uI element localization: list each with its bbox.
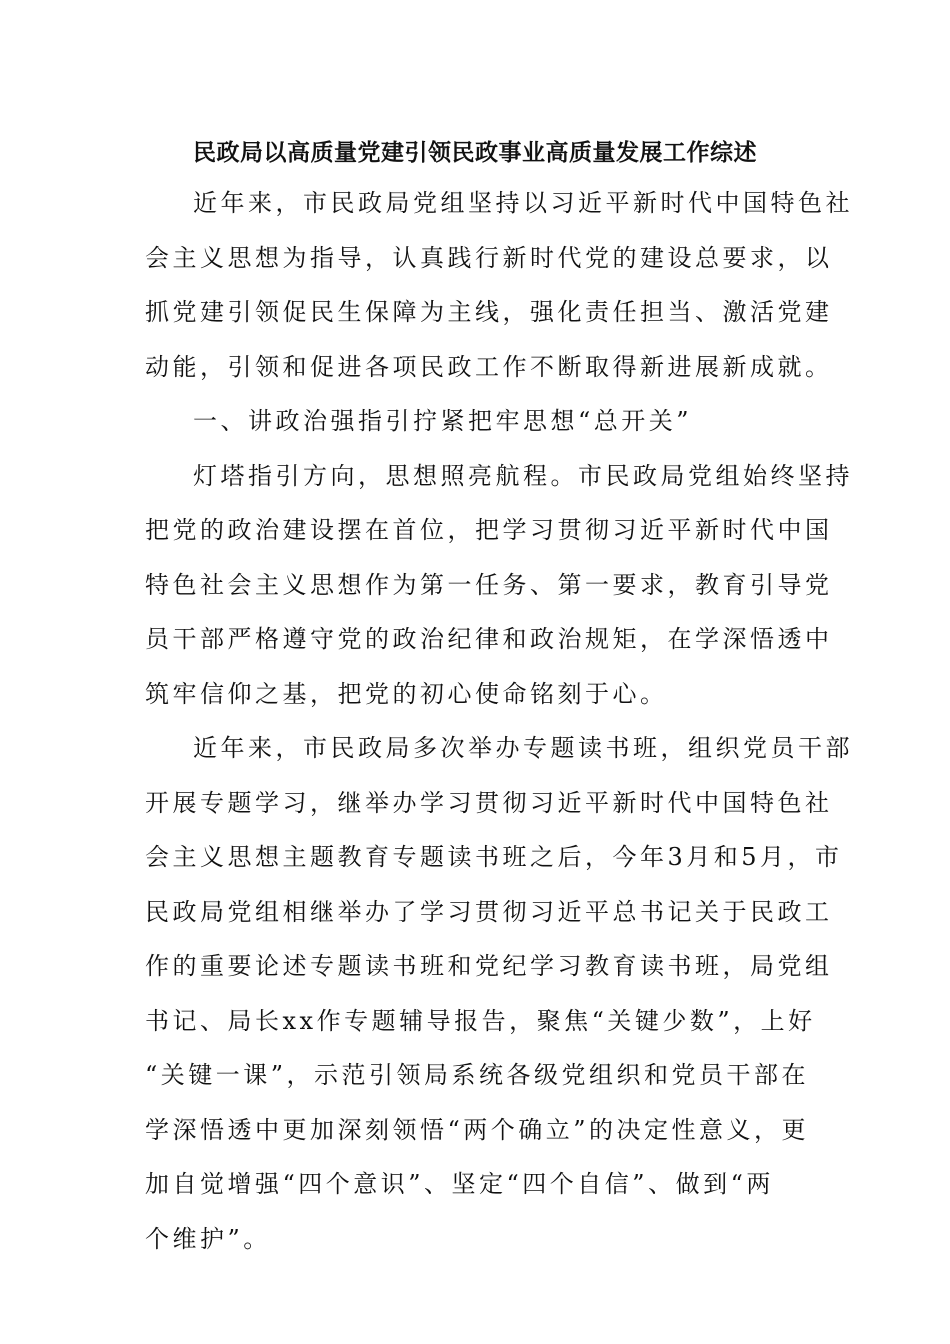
paragraph-line: “关键一课”，示范引领局系统各级党组织和党员干部在 [145,1061,810,1089]
paragraph-line: 会主义思想为指导，认真践行新时代党的建设总要求，以 [145,243,833,272]
paragraph-intro [145,176,853,394]
paragraph-line: 近年来，市民政局多次举办专题读书班，组织党员干部 [193,734,853,762]
paragraph-line: 作的重要论述专题读书班和党纪学习教育读书班，局党组 [145,952,833,980]
paragraph-line: 学深悟透中更加深刻领悟“两个确立”的决定性意义，更 [145,1115,810,1144]
paragraph-line: 会主义思想主题教育专题读书班之后，今年3月和5月，市 [145,843,843,871]
paragraph-line: 书记、局长xx作专题辅导报告，聚焦“关键少数”，上好 [145,1006,816,1035]
paragraph-line: 灯塔指引方向，思想照亮航程。市民政局党组始终坚持 [193,461,853,490]
document-page [145,130,853,1266]
paragraph-line: 特色社会主义思想作为第一任务、第一要求，教育引导党 [145,570,833,599]
paragraph-line: 近年来，市民政局党组坚持以习近平新时代中国特色社 [193,189,853,217]
paragraph-line: 抓党建引领促民生保障为主线，强化责任担当、激活党建 [145,298,833,326]
paragraph-section-1-b [145,721,853,1266]
paragraph-line: 动能，引领和促进各项民政工作不断取得新进展新成就。 [145,352,833,381]
section-heading: 一、讲政治强指引拧紧把牢思想“总开关” [193,407,693,435]
paragraph-line: 加自觉增强“四个意识”、坚定“四个自信”、做到“两 [145,1170,774,1198]
paragraph-line: 民政局党组相继举办了学习贯彻习近平总书记关于民政工 [145,897,833,926]
paragraph-line: 个维护”。 [145,1224,271,1253]
paragraph-line: 开展专题学习，继举办学习贯彻习近平新时代中国特色社 [145,788,833,817]
paragraph-line: 把党的政治建设摆在首位，把学习贯彻习近平新时代中国 [145,516,833,544]
paragraph-section-1-a [145,449,853,722]
paragraph-line: 筑牢信仰之基，把党的初心使命铭刻于心。 [145,679,668,708]
document-title: 民政局以高质量党建引领民政事业高质量发展工作综述 [193,139,757,166]
paragraph-line: 员干部严格遵守党的政治纪律和政治规矩，在学深悟透中 [145,625,833,653]
